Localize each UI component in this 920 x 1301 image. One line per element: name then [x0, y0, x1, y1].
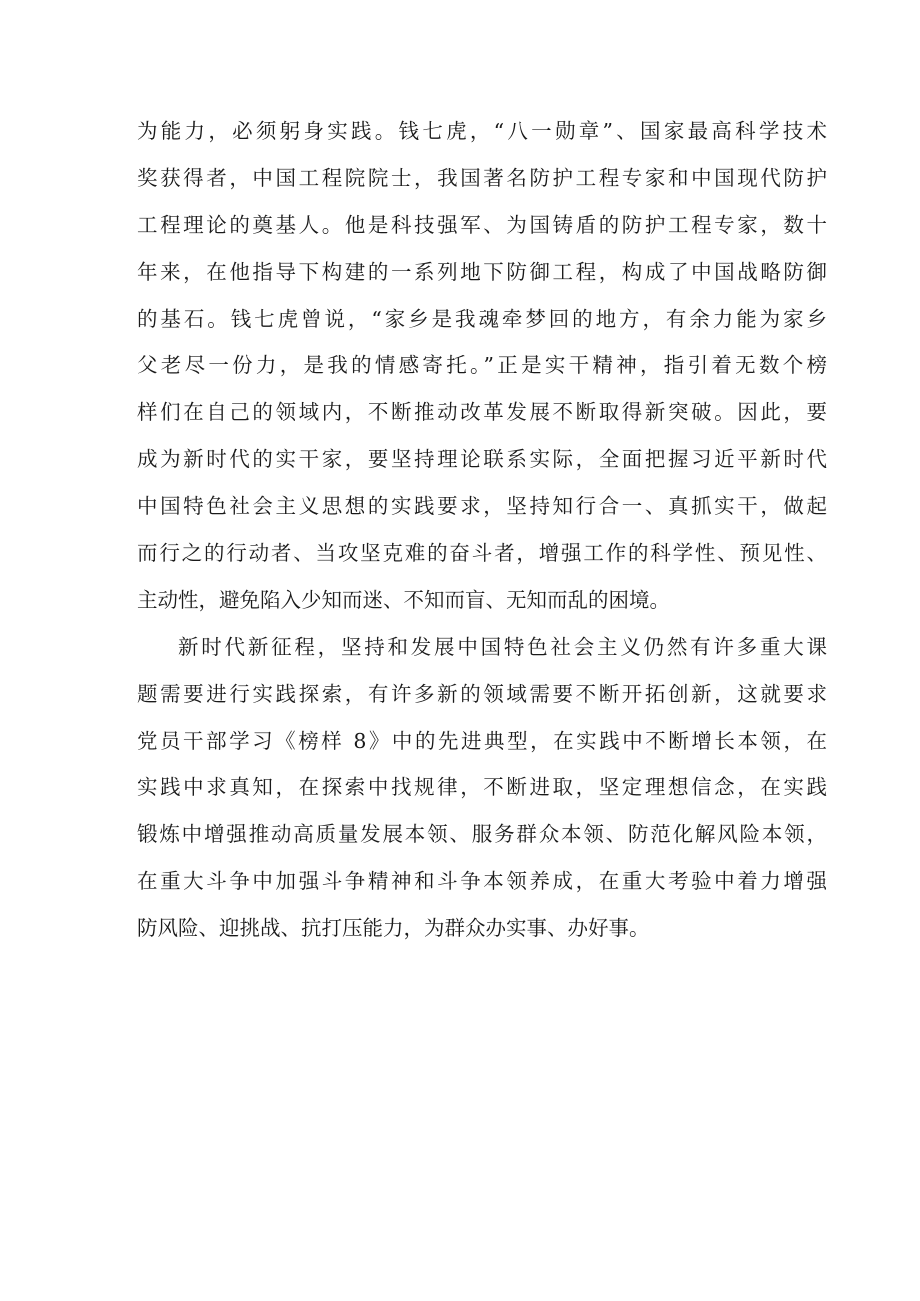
paragraph-line: 而行之的行动者、当攻坚克难的奋斗者，增强工作的科学性、预见性、 — [137, 541, 827, 566]
paragraph-line: 新时代新征程，坚持和发展中国特色社会主义仍然有许多重大课 — [178, 634, 827, 659]
paragraph-line: 工程理论的奠基人。他是科技强军、为国铸盾的防护工程专家，数十 — [137, 212, 827, 237]
paragraph-1 — [137, 108, 827, 624]
paragraph-line: 题需要进行实践探索，有许多新的领域需要不断开拓创新，这就要求 — [137, 681, 827, 706]
paragraph-line: 奖获得者，中国工程院院士，我国著名防护工程专家和中国现代防护 — [137, 165, 827, 190]
paragraph-line: 中国特色社会主义思想的实践要求，坚持知行合一、真抓实干，做起 — [137, 494, 827, 519]
document-body — [137, 108, 827, 952]
paragraph-line: 党员干部学习《榜样 8》中的先进典型，在实践中不断增长本领，在 — [137, 728, 827, 753]
paragraph-line: 年来，在他指导下构建的一系列地下防御工程，构成了中国战略防御 — [137, 259, 827, 284]
paragraph-line: 锻炼中增强推动高质量发展本领、服务群众本领、防范化解风险本领， — [137, 822, 827, 847]
paragraph-line: 的基石。钱七虎曾说，“家乡是我魂牵梦回的地方，有余力能为家乡 — [137, 306, 827, 331]
paragraph-2 — [137, 624, 827, 952]
paragraph-line: 在重大斗争中加强斗争精神和斗争本领养成，在重大考验中着力增强 — [137, 869, 827, 894]
paragraph-line: 样们在自己的领域内，不断推动改革发展不断取得新突破。因此，要 — [137, 400, 827, 425]
paragraph-line: 成为新时代的实干家，要坚持理论联系实际，全面把握习近平新时代 — [137, 447, 827, 472]
paragraph-line: 实践中求真知，在探索中找规律，不断进取，坚定理想信念，在实践 — [137, 775, 827, 800]
paragraph-line: 防风险、迎挑战、抗打压能力，为群众办实事、办好事。 — [137, 916, 650, 941]
paragraph-line: 父老尽一份力，是我的情感寄托。”正是实干精神，指引着无数个榜 — [137, 353, 827, 378]
paragraph-line: 为能力，必须躬身实践。钱七虎，“八一勋章”、国家最高科学技术 — [137, 119, 827, 143]
paragraph-line: 主动性，避免陷入少知而迷、不知而盲、无知而乱的困境。 — [137, 587, 670, 612]
